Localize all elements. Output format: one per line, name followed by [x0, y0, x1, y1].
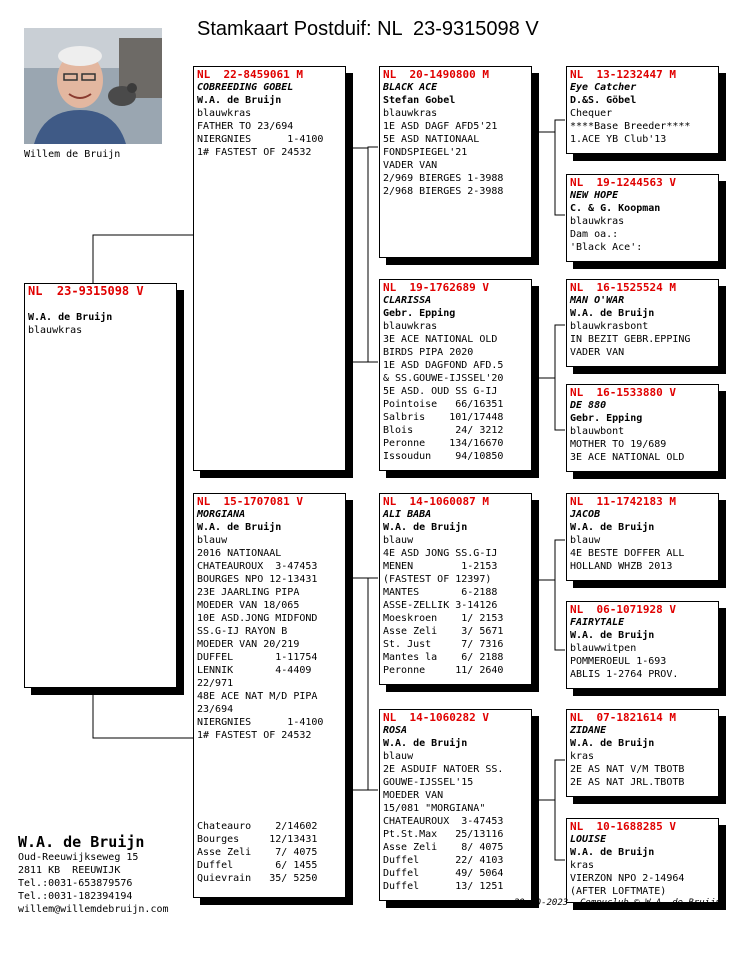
- print-date: 29-10-2023: [514, 898, 569, 908]
- pigeon-name: ZIDANE: [570, 725, 607, 736]
- pigeon-name: ALI BABA: [383, 509, 432, 520]
- owner-name: W.A. de Bruijn: [197, 95, 282, 106]
- pigeon-name: CLARISSA: [383, 295, 432, 306]
- info-line: Moeskroen 1/ 2153: [383, 613, 504, 624]
- info-line: blauwkras: [383, 108, 438, 119]
- ring-number: NL 11-1742183 M: [570, 495, 676, 508]
- ring-number: NL 16-1533880 V: [570, 386, 676, 399]
- info-line: NIERGNIES 1-4100: [197, 717, 324, 728]
- owner-name: W.A. de Bruijn: [570, 738, 655, 749]
- ring-number: NL 10-1688285 V: [570, 820, 676, 833]
- owner-name: W.A. de Bruijn: [28, 312, 113, 323]
- info-line: blauwkras: [570, 216, 625, 227]
- info-line: SS.G-IJ RAYON B: [197, 626, 288, 637]
- pigeon-name: BLACK ACE: [383, 82, 438, 93]
- info-line: 2E AS NAT JRL.TBOTB: [570, 777, 685, 788]
- info-line: Peronne 134/16670: [383, 438, 504, 449]
- info-line: 4E ASD JONG SS.G-IJ: [383, 548, 498, 559]
- info-line: MOTHER TO 19/689: [570, 439, 667, 450]
- info-line: Duffel 13/ 1251: [383, 881, 504, 892]
- info-line: MOEDER VAN 20/219: [197, 639, 300, 650]
- info-line: 'Black Ace':: [570, 242, 643, 253]
- result-line: Bourges 12/13431: [197, 834, 318, 845]
- info-line: kras: [570, 860, 595, 871]
- info-line: blauw: [570, 535, 601, 546]
- owner-name: W.A. de Bruijn: [383, 738, 468, 749]
- pigeon-name: MAN O'WAR: [570, 295, 625, 306]
- info-line: Dam oa.:: [570, 229, 619, 240]
- info-line: BOURGES NPO 12-13431: [197, 574, 318, 585]
- ring-number: NL 20-1490800 M: [383, 68, 489, 81]
- info-line: POMMEROEUL 1-693: [570, 656, 667, 667]
- info-line: MANTES 6-2188: [383, 587, 498, 598]
- info-line: MOEDER VAN 18/065: [197, 600, 300, 611]
- pigeon-name: FAIRYTALE: [570, 617, 625, 628]
- info-line: 2E ASDUIF NATOER SS.: [383, 764, 504, 775]
- ring-number: NL 06-1071928 V: [570, 603, 676, 616]
- info-line: 1.ACE YB Club'13: [570, 134, 667, 145]
- info-line: Pt.St.Max 25/13116: [383, 829, 504, 840]
- info-line: 23/694: [197, 704, 234, 715]
- info-line: 1# FASTEST OF 24532: [197, 147, 312, 158]
- pigeon-name: Eye Catcher: [570, 82, 637, 93]
- dam-sire-dam-card[interactable]: [566, 601, 719, 689]
- owner-address-street: Oud-Reeuwijkseweg 15: [18, 852, 139, 863]
- info-line: Mantes la 6/ 2188: [383, 652, 504, 663]
- pigeon-name: DE 880: [570, 400, 607, 411]
- info-line: Issoudun 94/10850: [383, 451, 504, 462]
- dam-card[interactable]: [193, 493, 346, 898]
- software-credit: Compuclub © W.A. de Bruijn: [580, 898, 721, 908]
- info-line: 3E ACE NATIONAL OLD: [383, 334, 498, 345]
- info-line: 2/968 BIERGES 2-3988: [383, 186, 504, 197]
- owner-name: W.A. de Bruijn: [570, 630, 655, 641]
- info-line: (FASTEST OF 12397): [383, 574, 492, 585]
- info-line: Blois 24/ 3212: [383, 425, 504, 436]
- info-line: VADER VAN: [570, 347, 625, 358]
- dam-sire-sire-card[interactable]: [566, 493, 719, 581]
- dam-dam-dam-card[interactable]: [566, 818, 719, 903]
- sire-sire-dam-card[interactable]: [566, 174, 719, 262]
- pigeon-name: LOUISE: [570, 834, 607, 845]
- ring-number: NL 14-1060282 V: [383, 711, 489, 724]
- subject-pigeon-card[interactable]: [24, 283, 177, 688]
- info-line: 23E JAARLING PIPA: [197, 587, 300, 598]
- info-line: Duffel 49/ 5064: [383, 868, 504, 879]
- dam-dam-sire-card[interactable]: [566, 709, 719, 797]
- info-line: Asse Zeli 3/ 5671: [383, 626, 504, 637]
- owner-name: Gebr. Epping: [383, 308, 456, 319]
- info-line: HOLLAND WHZB 2013: [570, 561, 673, 572]
- info-line: (AFTER LOFTMATE): [570, 886, 667, 897]
- owner-name: C. & G. Koopman: [570, 203, 661, 214]
- result-line: Asse Zeli 7/ 4075: [197, 847, 318, 858]
- info-line: FATHER TO 23/694: [197, 121, 294, 132]
- info-line: VIERZON NPO 2-14964: [570, 873, 685, 884]
- owner-name: W.A. de Bruijn: [570, 847, 655, 858]
- info-line: 15/081 "MORGIANA": [383, 803, 486, 814]
- owner-contact-block: [18, 833, 169, 916]
- dam-dam-card[interactable]: [379, 709, 532, 901]
- info-line: NIERGNIES 1-4100: [197, 134, 324, 145]
- info-line: 4E BESTE DOFFER ALL: [570, 548, 685, 559]
- info-line: 5E ASD NATIONAAL: [383, 134, 480, 145]
- sire-card[interactable]: [193, 66, 346, 471]
- info-line: St. Just 7/ 7316: [383, 639, 504, 650]
- info-line: blauw: [383, 751, 414, 762]
- info-line: CHATEAUROUX 3-47453: [197, 561, 318, 572]
- owner-name: W.A. de Bruijn: [570, 308, 655, 319]
- photo-caption: Willem de Bruijn: [24, 149, 121, 160]
- dam-sire-card[interactable]: [379, 493, 532, 685]
- info-line: GOUWE-IJSSEL'15: [383, 777, 474, 788]
- info-line: Duffel 22/ 4103: [383, 855, 504, 866]
- info-line: blauwbont: [570, 426, 625, 437]
- info-line: blauw: [383, 535, 414, 546]
- pigeon-name: NEW HOPE: [570, 190, 619, 201]
- info-line: ABLIS 1-2764 PROV.: [570, 669, 679, 680]
- info-line: 5E ASD. OUD SS G-IJ: [383, 386, 498, 397]
- info-line: blauwkras: [197, 108, 252, 119]
- pigeon-name: ROSA: [383, 725, 408, 736]
- owner-name: Stefan Gobel: [383, 95, 456, 106]
- owner-block-name: W.A. de Bruijn: [18, 833, 145, 851]
- ring-number: NL 13-1232447 M: [570, 68, 676, 81]
- info-line: FONDSPIEGEL'21: [383, 147, 468, 158]
- owner-phone-landline: Tel.:0031-182394194: [18, 891, 133, 902]
- info-line: 2/969 BIERGES 1-3988: [383, 173, 504, 184]
- pigeon-name: JACOB: [570, 509, 601, 520]
- ring-number: NL 23-9315098 V: [28, 284, 144, 298]
- ring-number: NL 22-8459061 M: [197, 68, 303, 81]
- info-line: 1E ASD DAGF AFD5'21: [383, 121, 498, 132]
- info-line: 2016 NATIONAAL: [197, 548, 282, 559]
- info-line: 10E ASD.JONG MIDFOND: [197, 613, 318, 624]
- info-line: 22/971: [197, 678, 234, 689]
- pigeon-name: MORGIANA: [197, 509, 246, 520]
- info-line: blauwkras: [383, 321, 438, 332]
- info-line: blauwkrasbont: [570, 321, 649, 332]
- sire-dam-card[interactable]: [379, 279, 532, 471]
- info-line: MENEN 1-2153: [383, 561, 498, 572]
- info-line: LENNIK 4-4409: [197, 665, 312, 676]
- sire-sire-sire-card[interactable]: [566, 66, 719, 154]
- info-line: blauwwitpen: [570, 643, 637, 654]
- color: blauwkras: [28, 325, 83, 336]
- info-line: VADER VAN: [383, 160, 438, 171]
- info-line: IN BEZIT GEBR.EPPING: [570, 334, 691, 345]
- ring-number: NL 15-1707081 V: [197, 495, 303, 508]
- result-line: Chateauro 2/14602: [197, 821, 318, 832]
- owner-email-link[interactable]: willem@willemdebruijn.com: [18, 904, 169, 915]
- info-line: BIRDS PIPA 2020: [383, 347, 474, 358]
- info-line: 48E ACE NAT M/D PIPA: [197, 691, 318, 702]
- info-line: Salbris 101/17448: [383, 412, 504, 423]
- sire-dam-sire-card[interactable]: [566, 279, 719, 367]
- info-line: Peronne 11/ 2640: [383, 665, 504, 676]
- owner-name: D.&S. Göbel: [570, 95, 637, 106]
- info-line: Pointoise 66/16351: [383, 399, 504, 410]
- info-line: 3E ACE NATIONAL OLD: [570, 452, 685, 463]
- info-line: 1E ASD DAGFOND AFD.5: [383, 360, 504, 371]
- info-line: kras: [570, 751, 595, 762]
- info-line: blauw: [197, 535, 228, 546]
- ring-number: NL 19-1762689 V: [383, 281, 489, 294]
- page-title: Stamkaart Postduif: NL 23-9315098 V: [197, 18, 539, 40]
- info-line: 1# FASTEST OF 24532: [197, 730, 312, 741]
- info-line: & SS.GOUWE-IJSSEL'20: [383, 373, 504, 384]
- info-line: ****Base Breeder****: [570, 121, 691, 132]
- ring-number: NL 16-1525524 M: [570, 281, 676, 294]
- result-line: Duffel 6/ 1455: [197, 860, 318, 871]
- ring-number: NL 07-1821614 M: [570, 711, 676, 724]
- owner-name: W.A. de Bruijn: [383, 522, 468, 533]
- sire-sire-card[interactable]: [379, 66, 532, 258]
- pigeon-name: COBREEDING GOBEL: [197, 82, 294, 93]
- info-line: CHATEAUROUX 3-47453: [383, 816, 504, 827]
- sire-dam-dam-card[interactable]: [566, 384, 719, 472]
- ring-number: NL 19-1244563 V: [570, 176, 676, 189]
- info-line: Asse Zeli 8/ 4075: [383, 842, 504, 853]
- owner-name: W.A. de Bruijn: [197, 522, 282, 533]
- info-line: MOEDER VAN: [383, 790, 444, 801]
- owner-phone-mobile: Tel.:0031-653879576: [18, 878, 133, 889]
- owner-name: Gebr. Epping: [570, 413, 643, 424]
- ring-number: NL 14-1060087 M: [383, 495, 489, 508]
- result-line: Quievrain 35/ 5250: [197, 873, 318, 884]
- info-line: 2E AS NAT V/M TBOTB: [570, 764, 685, 775]
- owner-address-city: 2811 KB REEUWIJK: [18, 865, 121, 876]
- info-line: DUFFEL 1-11754: [197, 652, 318, 663]
- info-line: Chequer: [570, 108, 613, 119]
- owner-name: W.A. de Bruijn: [570, 522, 655, 533]
- info-line: ASSE-ZELLIK 3-14126: [383, 600, 498, 611]
